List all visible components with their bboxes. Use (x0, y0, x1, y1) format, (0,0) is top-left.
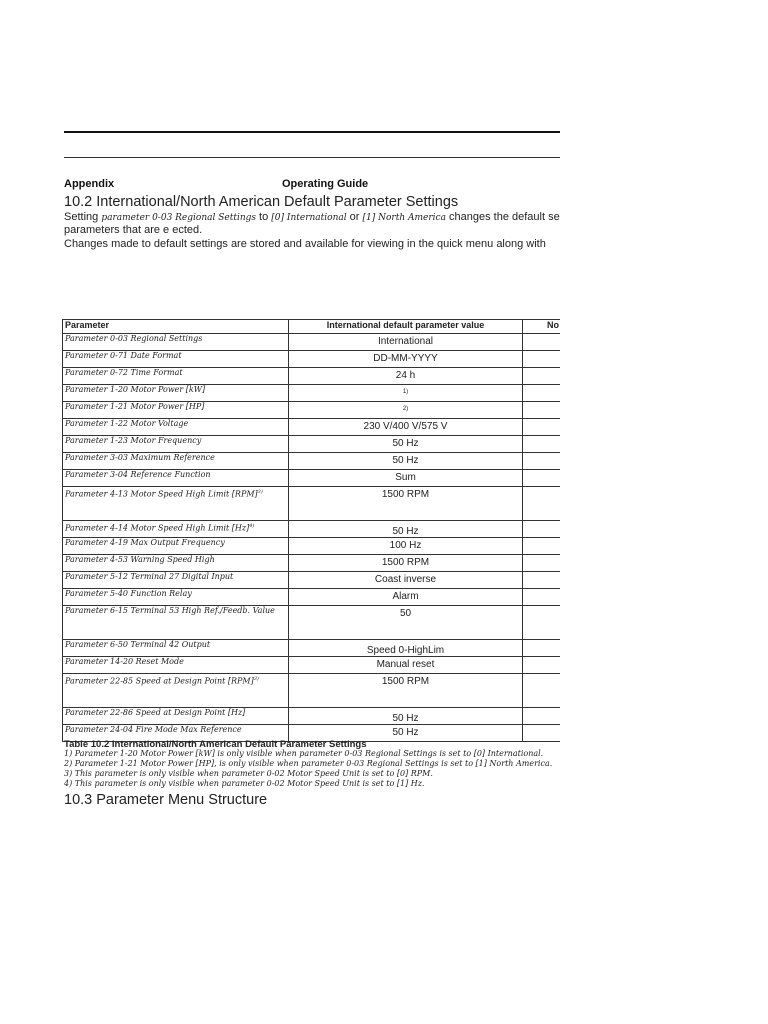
running-header-title: Operating Guide (282, 178, 369, 190)
north-american-value-cell (523, 555, 561, 572)
parameter-name: Parameter 22-85 Speed at Design Point [RPM] (65, 676, 254, 686)
parameter-cell (63, 402, 289, 419)
parameter-name: Parameter 4-13 Motor Speed High Limit [RPM] (65, 489, 258, 499)
international-value-cell (289, 419, 523, 436)
default-value: 100 Hz (389, 540, 422, 551)
international-value-cell (289, 334, 523, 351)
north-american-value-cell (523, 368, 561, 385)
international-value-cell (289, 555, 523, 572)
parameter-cell (63, 606, 289, 640)
parameter-name: Parameter 5-40 Function Relay (65, 589, 192, 598)
section-heading-10-3: 10.3 Parameter Menu Structure (64, 792, 268, 808)
default-value: 1500 RPM (381, 676, 430, 687)
table-footnote: 4) This parameter is only visible when parameter 0-02 Motor Speed Unit is set to [1] Hz. (64, 779, 425, 788)
international-value-cell (289, 606, 523, 640)
parameter-cell (63, 708, 289, 725)
north-american-value-cell (523, 657, 561, 674)
parameter-cell (63, 436, 289, 453)
international-value-cell (289, 572, 523, 589)
table-footnote: 2) Parameter 1-21 Motor Power [HP], is only visible when parameter 0-03 Regional Settings is set to [1] North America. (64, 759, 553, 768)
column-header-north-american-value: No (523, 320, 561, 334)
header-rule-bottom (64, 157, 560, 158)
section-heading-10-2: 10.2 International/North American Default Parameter Settings (64, 194, 459, 210)
north-american-value-cell (523, 436, 561, 453)
north-american-value-cell (523, 470, 561, 487)
north-american-value-cell (523, 572, 561, 589)
north-american-value-cell (523, 487, 561, 521)
international-value-cell (289, 402, 523, 419)
parameter-name: Parameter 24-04 Fire Mode Max Reference (65, 725, 242, 734)
north-american-value-cell (523, 402, 561, 419)
parameter-cell (63, 640, 289, 657)
table-row (63, 368, 561, 385)
parameter-name: Parameter 0-71 Date Format (65, 351, 182, 360)
international-value-cell (289, 368, 523, 385)
international-value-cell (289, 470, 523, 487)
north-american-value-cell (523, 385, 561, 402)
default-value: 230 V/400 V/575 V (363, 421, 448, 432)
table-row (63, 470, 561, 487)
table-row (63, 657, 561, 674)
parameter-name: Parameter 3-03 Maximum Reference (65, 453, 215, 462)
north-american-value-cell (523, 521, 561, 538)
footnote-marker: 3) (253, 676, 259, 682)
footnote-marker: 1) (402, 389, 409, 395)
table-row (63, 334, 561, 351)
table-row (63, 419, 561, 436)
north-american-value-cell (523, 640, 561, 657)
default-parameter-table (62, 319, 560, 742)
default-value: 50 (399, 608, 412, 619)
parameter-name: Parameter 6-15 Terminal 53 High Ref./Feedb. Value (65, 606, 275, 615)
international-value-cell (289, 589, 523, 606)
parameter-name: Parameter 6-50 Terminal 42 Output (65, 640, 211, 649)
default-value: International (377, 336, 434, 347)
parameter-cell (63, 470, 289, 487)
parameter-name: Parameter 0-03 Regional Settings (65, 334, 203, 343)
table-row (63, 402, 561, 419)
default-value: 1500 RPM (381, 557, 430, 568)
table-row (63, 487, 561, 521)
parameter-cell (63, 521, 289, 538)
parameter-cell (63, 351, 289, 368)
parameter-cell (63, 453, 289, 470)
north-american-value-cell (523, 351, 561, 368)
parameter-name: Parameter 1-20 Motor Power [kW] (65, 385, 206, 394)
international-value-cell (289, 351, 523, 368)
parameter-name: Parameter 1-21 Motor Power [HP] (65, 402, 205, 411)
default-value: 50 Hz (392, 727, 419, 738)
italic-reference: [1] North America (362, 213, 446, 223)
intro-paragraph-line-1 (64, 211, 560, 225)
paragraph-text: to (256, 211, 272, 223)
international-value-cell (289, 436, 523, 453)
parameter-cell (63, 419, 289, 436)
table-footnote: 3) This parameter is only visible when parameter 0-02 Motor Speed Unit is set to [0] RPM. (64, 769, 433, 778)
parameter-cell (63, 589, 289, 606)
column-header-international-value: International default parameter value (289, 320, 523, 334)
paragraph-text: Setting (64, 211, 102, 223)
header-rule-top (64, 131, 560, 133)
default-value: DD-MM-YYYY (373, 353, 438, 364)
parameter-name: Parameter 4-19 Max Output Frequency (65, 538, 225, 547)
international-value-cell (289, 674, 523, 708)
parameter-name: Parameter 1-22 Motor Voltage (65, 419, 189, 428)
international-value-cell (289, 640, 523, 657)
international-value-cell (289, 708, 523, 725)
table-caption: Table 10.2 International/North American Default Parameter Settings (64, 739, 367, 750)
north-american-value-cell (523, 725, 561, 742)
table-row (63, 555, 561, 572)
default-value: 50 Hz (392, 713, 419, 724)
parameter-name: Parameter 14-20 Reset Mode (65, 657, 184, 666)
parameter-cell (63, 555, 289, 572)
paragraph-text: or (346, 211, 363, 223)
north-american-value-cell (523, 453, 561, 470)
parameter-name: Parameter 5-12 Terminal 27 Digital Input (65, 572, 234, 581)
north-american-value-cell (523, 708, 561, 725)
parameter-name: Parameter 4-53 Warning Speed High (65, 555, 215, 564)
north-american-value-cell (523, 674, 561, 708)
parameter-name: Parameter 22-86 Speed at Design Point [Hz] (65, 708, 246, 717)
table-row (63, 538, 561, 555)
table-footnote: 1) Parameter 1-20 Motor Power [kW] is only visible when parameter 0-03 Regional Settings is set to [0] International. (64, 749, 544, 758)
table-row (63, 589, 561, 606)
parameter-cell (63, 385, 289, 402)
italic-reference: [0] International (271, 213, 347, 223)
international-value-cell (289, 521, 523, 538)
parameter-name: Parameter 4-14 Motor Speed High Limit [Hz] (65, 523, 250, 533)
footnote-marker: 4) (249, 523, 255, 529)
paragraph-text: changes the default se (445, 211, 560, 223)
default-value: Coast inverse (374, 574, 437, 585)
international-value-cell (289, 385, 523, 402)
default-value: Speed 0-HighLim (366, 645, 445, 656)
table-header-row (63, 320, 561, 334)
parameter-cell (63, 538, 289, 555)
table-row (63, 351, 561, 368)
parameter-cell (63, 334, 289, 351)
parameter-cell (63, 368, 289, 385)
north-american-value-cell (523, 606, 561, 640)
default-value: 50 Hz (392, 526, 419, 537)
international-value-cell (289, 538, 523, 555)
international-value-cell (289, 657, 523, 674)
north-american-value-cell (523, 589, 561, 606)
default-value: 1500 RPM (381, 489, 430, 500)
default-value: Manual reset (376, 659, 435, 670)
running-header-section: Appendix (64, 178, 115, 190)
table-row (63, 640, 561, 657)
italic-reference: parameter 0-03 Regional Settings (101, 213, 256, 223)
default-value: Alarm (392, 591, 419, 602)
intro-paragraph-line-3: Changes made to default settings are stored and available for viewing in the quick menu along with (64, 238, 546, 250)
intro-paragraph-line-2: parameters that are e ected. (64, 224, 203, 236)
international-value-cell (289, 453, 523, 470)
table-row (63, 606, 561, 640)
north-american-value-cell (523, 538, 561, 555)
default-value: Sum (395, 472, 416, 483)
parameter-name: Parameter 0-72 Time Format (65, 368, 183, 377)
table-row (63, 436, 561, 453)
table-row (63, 521, 561, 538)
parameter-name: Parameter 1-23 Motor Frequency (65, 436, 202, 445)
table-row (63, 674, 561, 708)
north-american-value-cell (523, 419, 561, 436)
table-row (63, 453, 561, 470)
international-value-cell (289, 487, 523, 521)
table-row (63, 385, 561, 402)
column-header-parameter: Parameter (63, 320, 289, 334)
table-row (63, 708, 561, 725)
footnote-marker: 3) (257, 489, 263, 495)
default-value: 50 Hz (392, 455, 419, 466)
north-american-value-cell (523, 334, 561, 351)
parameter-cell (63, 674, 289, 708)
parameter-cell (63, 572, 289, 589)
parameter-name: Parameter 3-04 Reference Function (65, 470, 211, 479)
table-row (63, 572, 561, 589)
default-value: 24 h (395, 370, 416, 381)
parameter-cell (63, 487, 289, 521)
default-value: 50 Hz (392, 438, 419, 449)
parameter-cell (63, 657, 289, 674)
footnote-marker: 2) (402, 406, 409, 412)
